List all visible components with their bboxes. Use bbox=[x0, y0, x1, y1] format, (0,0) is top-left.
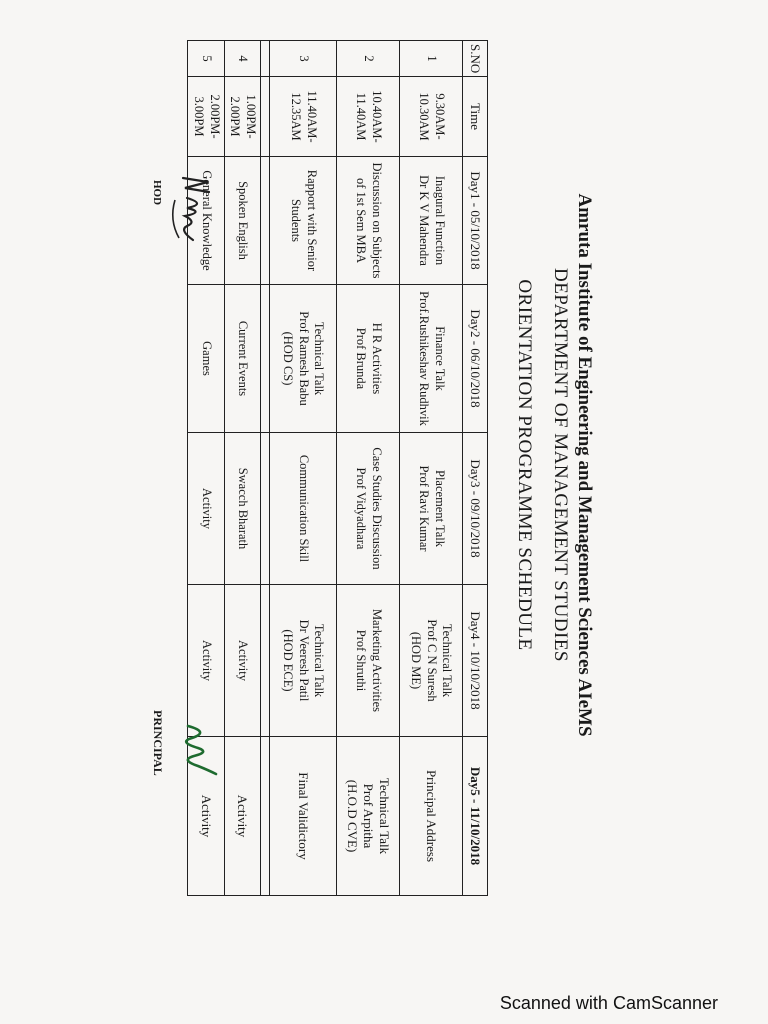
table-cell-d2: Current Events bbox=[224, 285, 260, 433]
table-cell-sno: 5 bbox=[188, 41, 224, 77]
table-gap-row bbox=[261, 41, 270, 896]
gap-cell bbox=[261, 77, 270, 157]
table-cell-d1: Spoken English bbox=[224, 157, 260, 285]
table-header-row bbox=[463, 41, 488, 896]
table-row bbox=[224, 41, 260, 896]
col-header-day1: Day1 - 05/10/2018 bbox=[463, 157, 488, 285]
gap-cell bbox=[261, 585, 270, 737]
table-cell-d5: Technical Talk Prof Arpitha (H.O.D CVE) bbox=[337, 737, 400, 896]
table-cell-d4: Technical Talk Dr Veeresh Patil (HOD ECE) bbox=[270, 585, 337, 737]
table-cell-d3: Case Studies Discussion Prof Vidyadhara bbox=[337, 433, 400, 585]
table-cell-d1: General Knowledge bbox=[188, 157, 224, 285]
table-cell-time: 2.00PM-3.00PM bbox=[188, 77, 224, 157]
table-cell-time: 1.00PM-2.00PM bbox=[224, 77, 260, 157]
table-cell-d4: Activity bbox=[188, 585, 224, 737]
table-cell-d3: Placement Talk Prof Ravi Kumar bbox=[400, 433, 463, 585]
table-cell-sno: 4 bbox=[224, 41, 260, 77]
table-cell-d4: Activity bbox=[224, 585, 260, 737]
gap-cell bbox=[261, 285, 270, 433]
principal-label: PRINCIPAL bbox=[151, 710, 165, 776]
gap-cell bbox=[261, 157, 270, 285]
institute-name: Amruta Institute of Engineering and Management Sciences AIeMS bbox=[574, 193, 595, 737]
gap-cell bbox=[261, 41, 270, 77]
department-name: DEPARTMENT OF MANAGEMENT STUDIES bbox=[550, 267, 571, 662]
col-header-day3: Day3 - 09/10/2018 bbox=[463, 433, 488, 585]
table-cell-sno: 3 bbox=[270, 41, 337, 77]
table-cell-d3: Activity bbox=[188, 433, 224, 585]
schedule-table bbox=[188, 40, 489, 896]
col-header-day5: Day5 - 11/10/2018 bbox=[463, 737, 488, 896]
col-header-sno: S.NO bbox=[463, 41, 488, 77]
hod-signature bbox=[163, 170, 223, 250]
schedule-title: ORIENTATION PROGRAMME SCHEDULE bbox=[514, 279, 535, 651]
table-cell-d3: Swacch Bharath bbox=[224, 433, 260, 585]
table-cell-d2: Games bbox=[188, 285, 224, 433]
table-row bbox=[337, 41, 400, 896]
table-cell-d5: Final Validictory bbox=[270, 737, 337, 896]
table-cell-d3: Communication Skill bbox=[270, 433, 337, 585]
col-header-time: Time bbox=[463, 77, 488, 157]
table-cell-d2: Technical Talk Prof Ramesh Babu (HOD CS) bbox=[270, 285, 337, 433]
table-cell-d1: Discussion on Subjects of 1st Sem MBA bbox=[337, 157, 400, 285]
rotated-document bbox=[133, 20, 603, 910]
table-cell-d4: Technical Talk Prof C N Suresh (HOD ME) bbox=[400, 585, 463, 737]
camscanner-watermark: Scanned with CamScanner bbox=[499, 993, 718, 1013]
table-cell-sno: 2 bbox=[337, 41, 400, 77]
table-cell-d1: Inagural Function Dr K V Mahendra bbox=[400, 157, 463, 285]
table-cell-d1: Rapport with Senior Students bbox=[270, 157, 337, 285]
table-cell-d2: Finance Talk Prof.Rushikeshav Rudhvik bbox=[400, 285, 463, 433]
table-cell-d5: Activity bbox=[188, 737, 224, 896]
table-cell-time: 9.30AM- 10.30AM bbox=[400, 77, 463, 157]
hod-label: HOD bbox=[151, 180, 163, 206]
gap-cell bbox=[261, 737, 270, 896]
gap-cell bbox=[261, 433, 270, 585]
table-cell-time: 10.40AM- 11.40AM bbox=[337, 77, 400, 157]
table-cell-time: 11.40AM- 12.35AM bbox=[270, 77, 337, 157]
table-cell-d2: H R Activities Prof Brunda bbox=[337, 285, 400, 433]
table-row bbox=[400, 41, 463, 896]
col-header-day4: Day4 - 10/10/2018 bbox=[463, 585, 488, 737]
col-header-day2: Day2 - 06/10/2018 bbox=[463, 285, 488, 433]
table-cell-d5: Activity bbox=[224, 737, 260, 896]
principal-signature bbox=[168, 720, 218, 780]
table-cell-d4: Marketing Activities Prof Shruthi bbox=[337, 585, 400, 737]
table-row bbox=[270, 41, 337, 896]
table-cell-d5: Principal Address bbox=[400, 737, 463, 896]
table-cell-sno: 1 bbox=[400, 41, 463, 77]
